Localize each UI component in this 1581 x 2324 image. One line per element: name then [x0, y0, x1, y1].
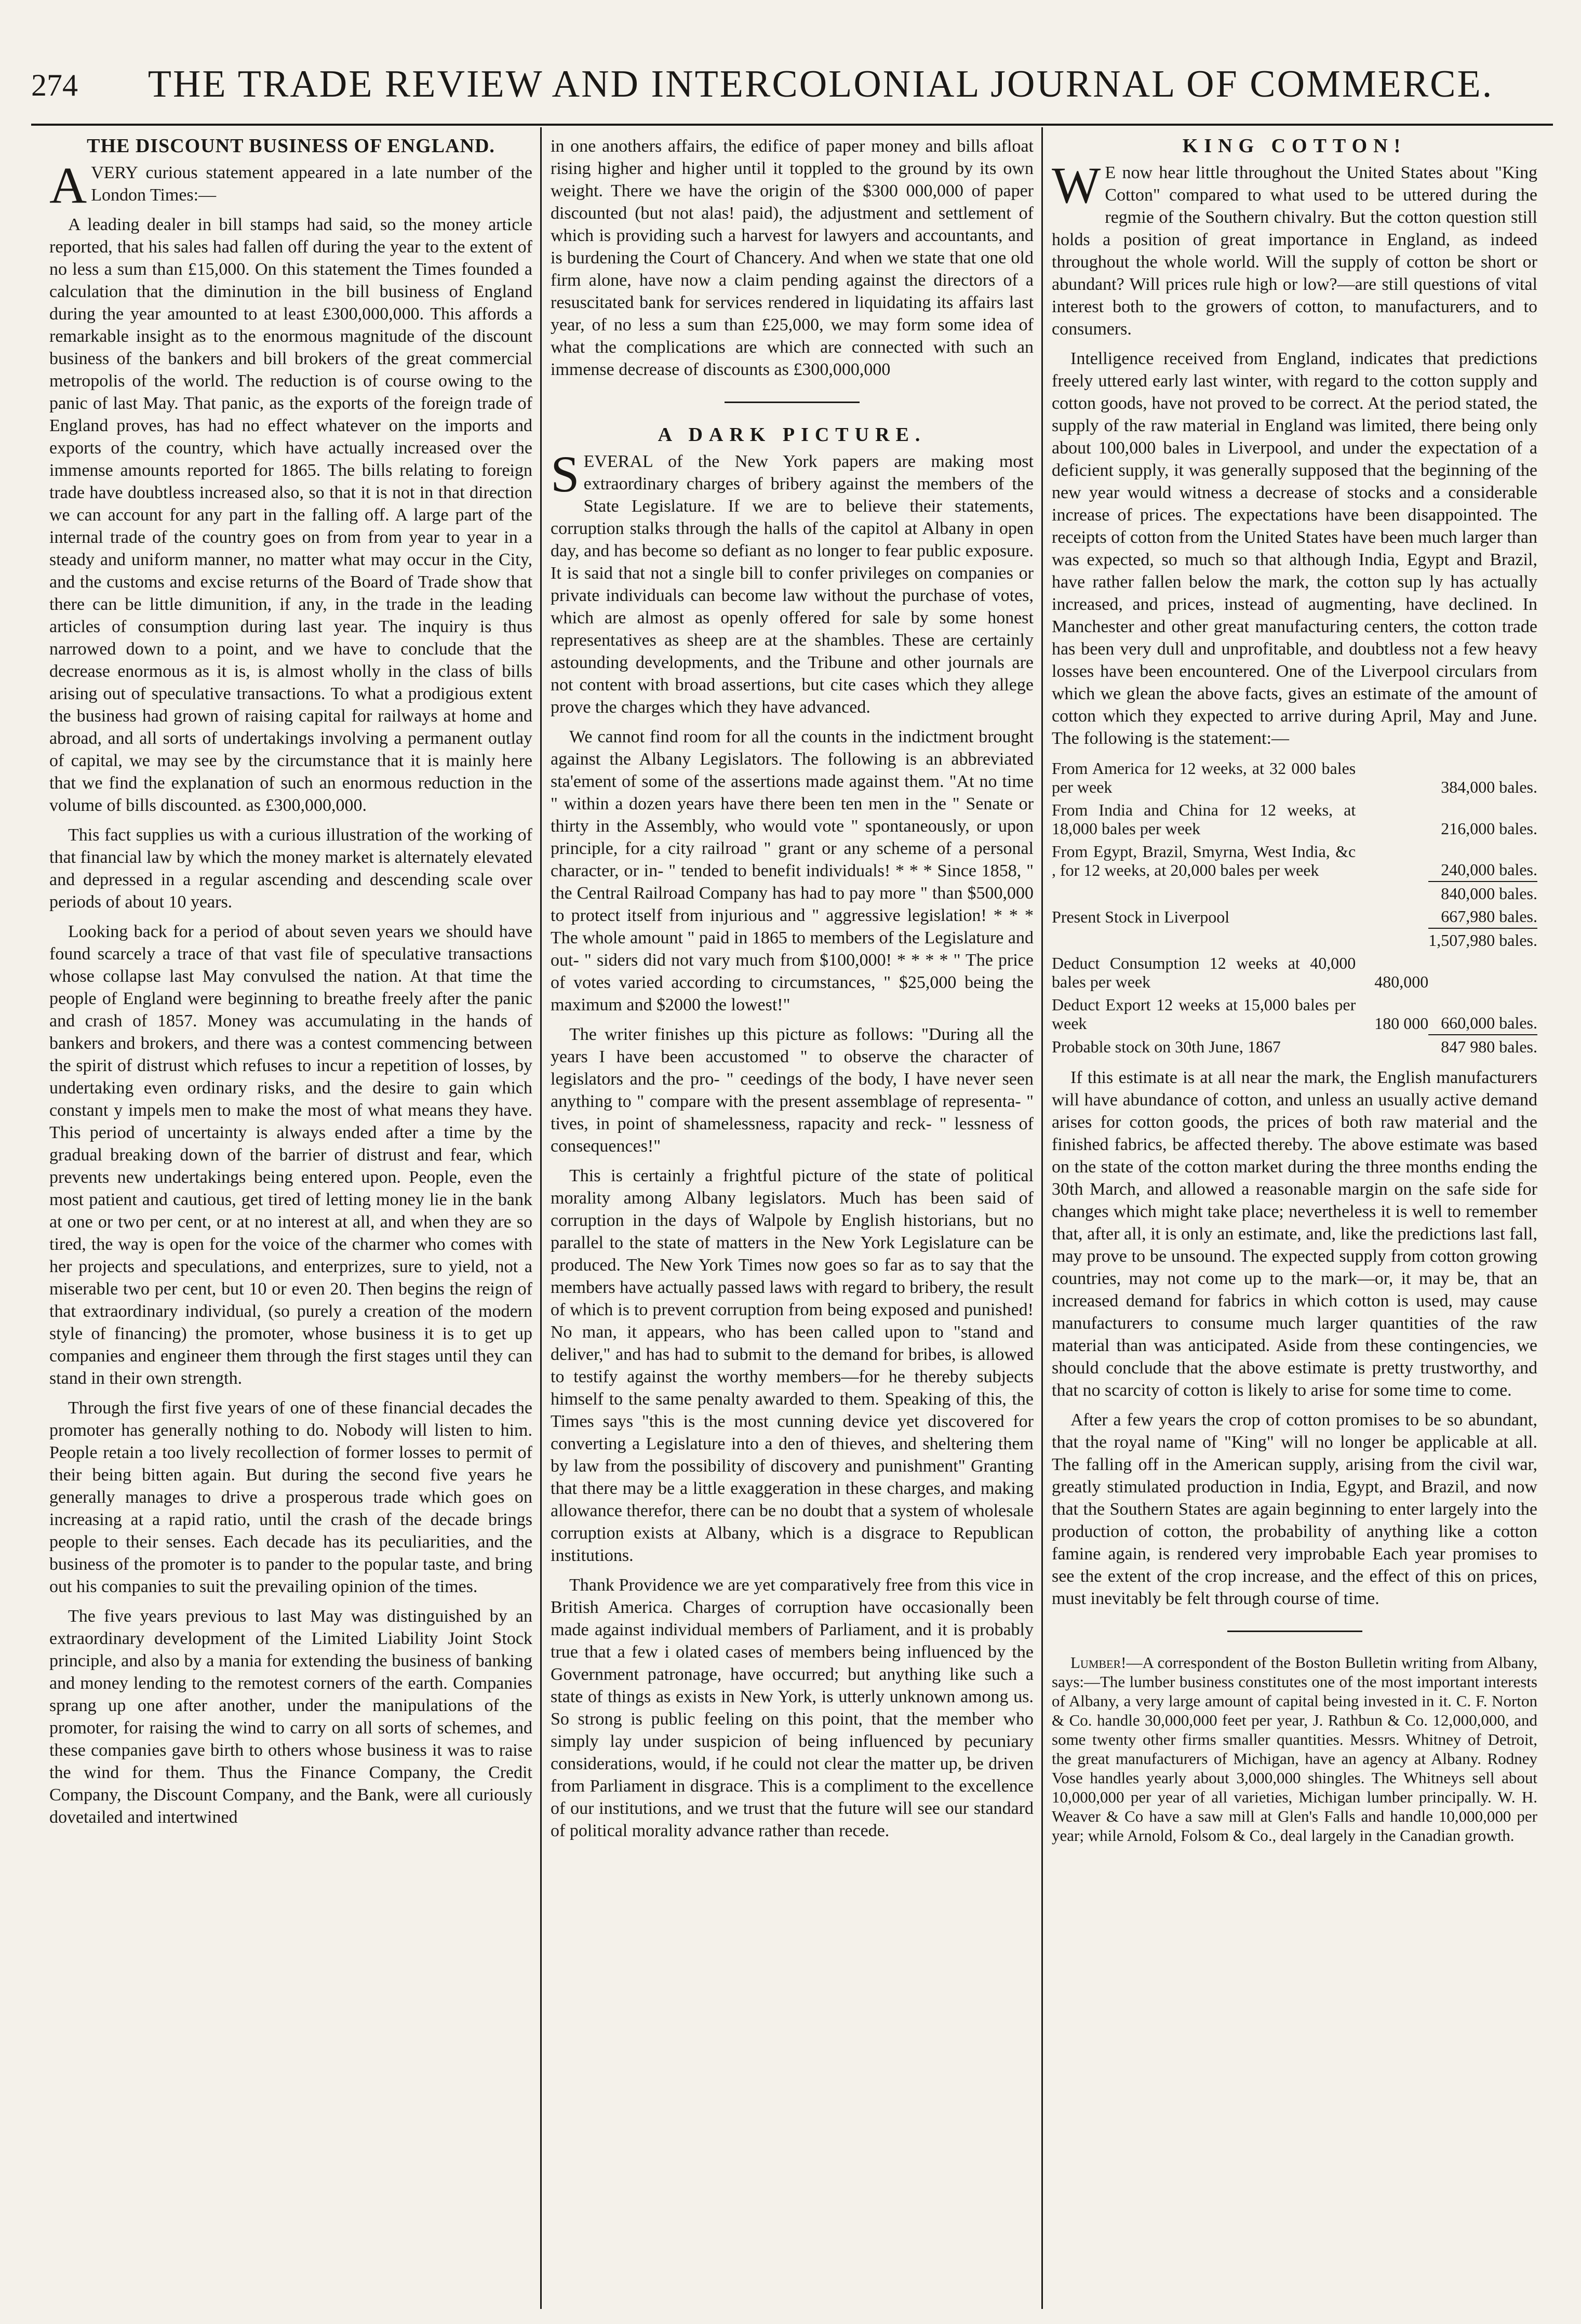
row-value: 667,980 bales. [1441, 907, 1537, 926]
paragraph: We cannot find room for all the counts in the indictment brought against the Albany Legislators. The following is an abbreviated sta'ement of some of the assertions made against them. "At no time " within a dozen years have there been ten men in the " Senate or thirty in the Assembly, who would vote " spontaneously, or upon principle, for a city railroad " grant or any scheme of a personal character, or in- " tended to benefit individuals! * * * Since 1858, " the Central Railroad Company has had to pay more " than $500,000 to protect itself from injurious and " aggressive legislation! * * * The whole amount " paid in 1865 to members of the Legislature and out- " siders did not vary much from $100,000! * * * * " The price of votes varied according to circumstances, " $25,000 being the maximum and $2000 the lowest!" [551, 727, 1034, 1014]
column-left [49, 135, 532, 2306]
row-value: 847 980 bales. [1428, 1035, 1537, 1058]
drop-cap: W [1052, 156, 1101, 214]
lumber-text: —A correspondent of the Boston Bulletin writing from Albany, says:—The lumber business constitutes one of the most important interests of Albany, a very large amount of capital being invested in it. C. F. Norton & Co. handle 30,000,000 feet per year, J. Rathbun & Co. 12,000,000, and some twenty other firms smaller quantities. Messrs. Whitney of Detroit, the great manufacturers of Michigan, have an agency at Albany. Rodney Vose handles yearly about 3,000,000 shingles. The Whitneys sell about 10,000,000 per year of all varieties, Michigan lumber principally. W. H. Weaver & Co have a saw mill at Glen's Falls and handle 10,000,000 per year; while Arnold, Folsom & Co., deal largely in the Canadian growth. [1052, 1653, 1537, 1845]
lumber-label: Lumber! [1070, 1653, 1127, 1672]
column-right [1052, 135, 1537, 2306]
row-label: From Egypt, Brazil, Smyrna, West India, &c , for 12 weeks, at 20,000 bales per week [1052, 842, 1356, 879]
paragraph: A leading dealer in bill stamps had said, so the money article reported, that his sales had fallen off during the year to the extent of no less a sum than £15,000. On this statement the Times founded a calculation that the diminution in the bill business of England during the year amounted to at least £300,000,000. This affords a remarkable insight as to the enormous magnitude of the discount business of the bankers and bill brokers of the great commercial metropolis of the world. The reduction is of course owing to the panic of last May. That panic, as the exports of the foreign trade of England proves, has had no effect whatever on the imports and exports of the country, which have actually increased over the immense amounts reported for 1865. The bills relating to foreign trade have doubtless increased also, so that it is not in that direction we can account for any part in the falling off. A large part of the internal trade of the country goes on from from year to year in a steady and uniform manner, no matter what may occur in the City, and the customs and excise returns of the Board of Trade show that there can be little dimunition, if any, in the trade in the leading articles of consumption during last year. The inquiry is thus narrowed down to a point, and we have to conclude that the decrease enormous as it is, is almost wholly in the class of bills arising out of speculative transactions. To what a prodigious extent the business had grown of raising capital for railways at home and abroad, and all sorts of undertakings involving a permanent outlay of capital, we may see by the circumstance that it is mainly here that we find the explanation of such an enormous reduction in the volume of bills discounted. as £300,000,000. [49, 215, 532, 815]
article-title-discount: THE DISCOUNT BUSINESS OF ENGLAND. [87, 135, 495, 157]
table-row [1052, 928, 1537, 952]
lumber-item [1052, 1653, 1537, 1845]
page-header [31, 62, 1553, 125]
paragraph: Intelligence received from England, indicates that predictions freely uttered early last winter, with regard to the cotton supply and cotton goods, have not proved to be correct. At the period stated, the supply of the raw material in England was limited, there being only about 100,000 bales in Liverpool, and under the expectation of a deficient supply, it was generally supposed that the beginning of the new year would witness a decrease of stocks and a considerable increase of prices. The expectations have been disappointed. The receipts of cotton from the United States have been much larger than was expected, so much so that although India, Egypt and Brazil, have rather fallen below the mark, the cotton sup ly has actually increased, and prices, instead of augmenting, have declined. In Manchester and other great manufacturing centers, the cotton trade has been very dull and unprofitable, and doubtless not a few heavy losses have been encountered. One of the Liverpool circulars from which we glean the above facts, gives an estimate of the amount of cotton which they expected to arrive during April, May and June. The following is the statement:— [1052, 349, 1537, 748]
row-label: Deduct Consumption 12 weeks at 40,000 bales per week [1052, 954, 1356, 991]
total-value: 1,507,980 bales. [1428, 928, 1537, 952]
intro-text: EVERAL of the New York papers are making most extraordinary charges of bribery against the members of the State Legislature. If we are to believe their statements, corruption stalks through the halls of the capitol at Albany in open day, and has become so defiant as no longer to fear public exposure. It is said that not a single bill to confer privileges on companies or private individuals can become law without the purchase of votes, which are almost as openly offered for sale by some honest representatives as sheep are at the shambles. These are certainly astounding developments, and the Tribune and other journals are not content with broad assertions, but cite cases which they allege prove the charges which they have advanced. [551, 452, 1034, 717]
paragraph: This fact supplies us with a curious illustration of the working of that financial law by which the money market is alternately elevated and depressed in a regular ascending and descending scale over periods of about 10 years. [49, 825, 532, 912]
journal-title: THE TRADE REVIEW AND INTERCOLONIAL JOURNAL OF COMMERCE. [148, 63, 1494, 105]
paragraph: Through the first five years of one of these financial decades the promoter has generally nothing to do. Nobody will listen to him. People retain a too lively recollection of former losses to permit of their being bitten again. But during the second five years he generally manages to drive a prosperous trade which goes on increasing at a rapid ratio, until the crash of the decade brings people to their senses. Each decade has its peculiarities, and the business of the promoter is to pander to the popular taste, and bring out his companies to suit the prevailing opinion of the times. [49, 1398, 532, 1596]
row-value: 240,000 bales. [1441, 860, 1537, 879]
table-row [1052, 993, 1537, 1035]
drop-cap: A [49, 156, 87, 214]
intro-text: E now hear little throughout the United States about "King Cotton" compared to what used to be uttered during the regmie of the Southern chivalry. But the cotton question still holds a position of great importance in England, as indeed throughout the whole world. Will the supply of cotton be short or abundant? Will prices rule high or low?—are still questions of vital interest both to the growers of cotton, to manufacturers, and to consumers. [1052, 163, 1537, 339]
paragraph: Looking back for a period of about seven years we should have found scarcely a trace of that vast file of speculative transactions whose collapse last May convulsed the nation. At that time the people of England were beginning to breathe freely after the panic and crash of 1857. Money was accumulating in the hands of bankers and brokers, and there was a contest commencing between the spirit of distrust which refuses to incur a repetition of losses, by undertaking even ordinary risks, and the desire to gain which constant y impels men to make the most of what means they have. This period of uncertainty is always ended after a time by the gradual breaking down of the barrier of distrust and fear, which prevents new undertakings being entered upon. People, even the most patient and cautious, get tired of letting money lie in the bank at one or two per cent, or at no interest at all, and when they are so tired, the way is open for the voice of the charmer who comes with her projects and speculations, and enterprizes, sure to yield, not a miserable two per cent, but 10 or even 20. Then begins the reign of that extraordinary individual, (so purely a creation of the modern style of financing) the promoter, whose business it is to get up companies and engineer them through the first stages until they can stand in their own strength. [49, 922, 532, 1388]
table-row [1052, 798, 1537, 840]
subtotal-value: 840,000 bales. [1428, 881, 1537, 905]
section-divider [725, 402, 860, 403]
paragraph: This is certainly a frightful picture of the state of political morality among Albany legislators. Much has been said of corruption in the days of Walpole by English historians, but no parallel to the state of matters in the New York Legislature can be produced. The New York Times now goes so far as to say that the members have actually passed laws with regard to bribery, the result of which is to prevent corruption from being exposed and punished! No man, it appears, who has been called upon to "stand and deliver," and has had to submit to the demand for bribes, is allowed to testify against the worthy members—for he thereby subjects himself to the same penalty awarded to them. Speaking of this, the Times says "this is the most cunning device yet discovered for converting a Legislature into a den of thieves, and sheltering them by law from the possibility of discovery and punishment" Granting that there may be a little exaggeration in these charges, and making allowance therefor, there can be no doubt that a system of wholesale corruption exists at Albany, which is a disgrace to Republican institutions. [551, 1166, 1034, 1565]
paragraph-continued: in one anothers affairs, the edifice of paper money and bills afloat rising higher and higher until it toppled to the ground by its own weight. There we have the origin of the $300 000,000 of paper discounted (but not alas! paid), the adjustment and settlement of which is providing such a harvest for lawyers and accountants, and is burdening the Court of Chancery. And when we state that one old firm alone, have now a claim pending against the directors of a resuscitated bank for services rendered in liquidating its affairs last year, of no less a sum than £25,000, we may form some idea of what the complications are which are connected with such an immense decrease of discounts as £300,000,000 [551, 137, 1034, 379]
column-divider [1041, 127, 1043, 2309]
row-value: 180 000 [1374, 1014, 1429, 1033]
intro-text: VERY curious statement appeared in a late number of the London Times:— [91, 163, 532, 205]
cotton-statement-table [1052, 757, 1537, 1058]
table-row [1052, 1035, 1537, 1058]
article-title-dark-picture: A DARK PICTURE. [658, 424, 927, 446]
deduct-total-value: 660,000 bales. [1441, 1013, 1537, 1032]
article-title-king-cotton: KING COTTON! [1182, 135, 1407, 157]
row-label: Deduct Export 12 weeks at 15,000 bales per week [1052, 995, 1356, 1033]
header-rule [31, 124, 1553, 126]
table-row [1052, 840, 1537, 881]
paragraph: Thank Providence we are yet comparatively free from this vice in British America. Charges of corruption have occasionally been made against individual members of Parliament, and it is probably true that a few i olated cases of members being influenced by the Government patronage, have occurred; but anything like such a state of things as exists in New York, is utterly unknown among us. So strong is public feeling on this point, that the member who simply lay under suspicion of being influenced by pecuniary considerations, would, if he could not clear the matter up, be driven from Parliament in disgrace. This is a compliment to the excellence of our institutions, and we trust that the future will see our standard of political morality advance rather than recede. [551, 1575, 1034, 1840]
table-row [1052, 905, 1537, 928]
article-intro [1052, 156, 1537, 340]
row-label: Probable stock on 30th June, 1867 [1052, 1037, 1281, 1056]
paragraph: After a few years the crop of cotton promises to be so abundant, that the royal name of "King" will no longer be applicable at all. The falling off in the American supply, arising from the civil war, greatly stimulated production in India, Egypt, and Brazil, and now that the Southern States are again beginning to enter largely into the production of cotton, the probability of anything like a cotton famine again, is rendered very improbable Each year promises to see the extent of the crop increase, and the effect of this on prices, must inevitably be felt through course of time. [1052, 1410, 1537, 1608]
table-row [1052, 757, 1537, 798]
row-label: Present Stock in Liverpool [1052, 907, 1230, 926]
row-label: From America for 12 weeks, at 32 000 bales per week [1052, 759, 1356, 796]
paragraph: The writer finishes up this picture as follows: "During all the years I have been accustomed " to observe the character of legislators and the pro- " ceedings of the body, I have never seen anything to " compare with the present assemblage of representa- " tives, in point of shamelessness, rapacity and reck- " lessness of consequences!" [551, 1025, 1034, 1156]
article-intro [49, 156, 532, 214]
paragraph: The five years previous to last May was distinguished by an extraordinary development of the Limited Liability Joint Stock principle, and also by a mania for extending the business of banking and money lending to the remotest corners of the earth. Companies sprang up one after another, under the manipulations of the promoter, for raising the wind to carry on all sorts of schemes, and these companies gave birth to others whose business it was to raise the wind for them. Thus the Finance Company, the Credit Company, the Discount Company, and the Bank, were all curiously dovetailed and intertwined [49, 1607, 532, 1827]
row-label: From India and China for 12 weeks, at 18,000 bales per week [1052, 800, 1356, 838]
article-intro [551, 445, 1034, 718]
table-row [1052, 952, 1537, 993]
row-value: 480,000 [1374, 972, 1429, 991]
column-middle [551, 135, 1034, 2306]
table-row [1052, 881, 1537, 905]
column-divider [540, 127, 542, 2309]
paragraph: If this estimate is at all near the mark, the English manufacturers will have abundance of cotton, and unless an usually active demand arises for cotton goods, the prices of both raw material and the finished fabrics, be affected thereby. The above estimate was based on the state of the cotton market during the three months ending the 30th March, and allowed a reasonable margin on the safe side for changes which might take place; nevertheless it is well to remember that, after all, it is only an estimate, and, like the predictions last fall, may prove to be unsound. The expected supply from cotton growing countries, may not come up to the mark—or, it may be, that an increased demand for fabrics in which cotton is used, may cause manufacturers to consume much larger quantities of the raw material than was anticipated. Aside from these contingencies, we should conclude that the above estimate is pretty trustworthy, and that no scarcity of cotton is likely to arise for some time to come. [1052, 1068, 1537, 1400]
row-value: 216,000 bales. [1441, 819, 1537, 838]
page-number: 274 [31, 68, 78, 102]
drop-cap: S [551, 445, 580, 503]
row-value: 384,000 bales. [1441, 778, 1537, 796]
section-divider [1227, 1631, 1362, 1632]
